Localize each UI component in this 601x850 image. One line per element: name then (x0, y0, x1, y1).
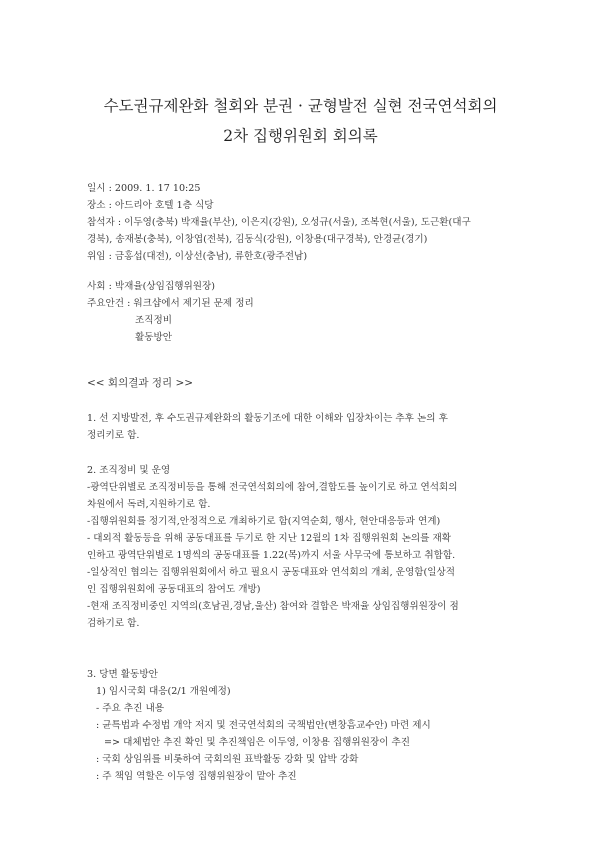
document-title-line-2: 2차 집행위원회 회의록 (223, 127, 378, 145)
section-2-paragraph-line: 검하기로 함. (87, 618, 140, 629)
section-2-paragraph-line: -집행위원회를 정기적,안정적으로 개최하기로 함(지역순회, 행사, 현안대응등과 연계) (87, 516, 441, 527)
content-item: : 주 책임 역할은 이두영 집행위원장이 맡아 추진 (96, 771, 297, 782)
section-2-paragraph-line: 인 집행위원회에 공동대표의 참여도 개방) (87, 584, 261, 595)
section-2-paragraph-line: -광역단위별로 조직정비등을 통해 전국연석회의에 참여,결합도를 높이기로 하고 연석회의 (87, 482, 458, 493)
attendees-line-2: 경북), 송재봉(충북), 이창엽(전북), 김동식(강원), 이창용(대구경북), 안경균(경기) (87, 234, 428, 245)
section-2-paragraph-line: -현재 조직정비중인 지역의(호남권,경남,울산) 참여와 결합은 박재율 상임집행위원장이 점 (87, 601, 459, 612)
content-item: : 균특법과 수정법 개악 저지 및 전국연석회의 국책법안(변창흠교수안) 마련 제시 (96, 720, 431, 731)
section-2-paragraph-line: 인하고 광역단위별로 1명씩의 공동대표를 1.22(목)까지 서울 사무국에 통보하고 취합함. (87, 550, 456, 561)
agenda-item: 조직정비 (135, 315, 173, 326)
content-sub-item: => 대체법안 추진 확인 및 추진책임은 이두영, 이창용 집행위원장이 추진 (104, 737, 411, 748)
document-title-line-1: 수도권규제완화 철회와 분권 · 균형발전 실현 전국연석회의 (103, 97, 498, 115)
meeting-place: 장소 : 아드리아 호텔 1층 식당 (87, 200, 214, 211)
section-3-heading: 3. 당면 활동방안 (87, 669, 158, 680)
meeting-chair: 사회 : 박재율(상임집행위원장) (87, 281, 216, 292)
section-2-paragraph-line: -일상적인 협의는 집행위원회에서 하고 필요시 공동대표와 연석회의 개최, 운영함(일상적 (87, 567, 456, 578)
section-2-heading: 2. 조직정비 및 운영 (87, 465, 171, 476)
section-1-line-2: 정리키로 함. (87, 430, 140, 441)
main-agenda: 주요안건 : 워크샵에서 제기된 문제 정리 (87, 298, 254, 309)
results-section-header: << 회의결과 정리 >> (87, 377, 194, 389)
content-header: - 주요 추진 내용 (96, 703, 164, 714)
meeting-date: 일시 : 2009. 1. 17 10:25 (87, 183, 201, 194)
delegates: 위임 : 금홍섭(대전), 이상선(충남), 류한호(광주전남) (87, 251, 308, 262)
agenda-item: 활동방안 (135, 332, 173, 343)
section-3-subheading: 1) 임시국회 대응(2/1 개원예정) (96, 686, 231, 697)
content-item: : 국회 상임위를 비롯하여 국회의원 표박활동 강화 및 압박 강화 (96, 754, 359, 765)
section-1-line-1: 1. 선 지방발전, 후 수도권규제완화의 활동기조에 대한 이해와 입장차이는 추후 논의 후 (87, 413, 448, 424)
section-2-paragraph-line: 차원에서 독려,지원하기로 함. (87, 499, 211, 510)
section-2-paragraph-line: - 대외적 활동등을 위해 공동대표를 두기로 한 지난 12월의 1차 집행위원회 논의를 재확 (87, 533, 451, 544)
attendees-line-1: 참석자 : 이두영(충북) 박재율(부산), 이은지(강원), 오성규(서울), 조복현(서울), 도근환(대구 (87, 217, 471, 228)
